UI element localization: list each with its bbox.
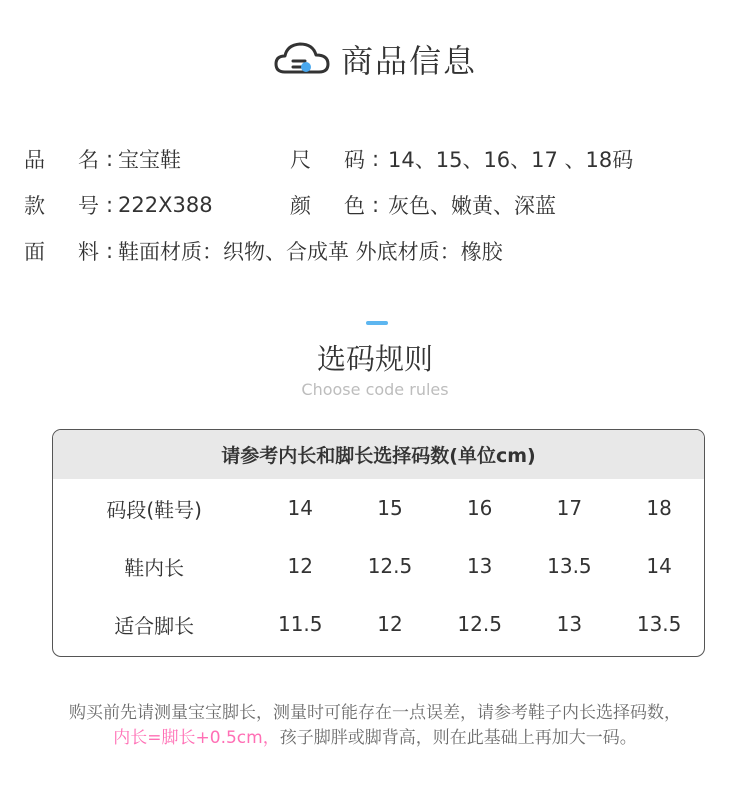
- table-cell: 12.5: [367, 554, 413, 578]
- note-formula: 内长=脚长+0.5cm，: [113, 728, 280, 748]
- table-cell: 13.5: [636, 612, 682, 636]
- table-row: [53, 537, 704, 595]
- table-cell: 12.5: [457, 612, 502, 636]
- size-table: [52, 429, 705, 657]
- table-cell: 14: [287, 496, 313, 520]
- info-row-material: [24, 236, 503, 266]
- info-sep: :: [106, 147, 114, 171]
- table-cell: 17: [556, 496, 583, 520]
- table-cell: 18: [646, 496, 672, 520]
- section-title: 选码规则: [316, 342, 433, 376]
- table-header: 请参考内长和脚长选择码数(单位cm): [53, 430, 704, 479]
- table-cell: 13: [556, 612, 583, 636]
- info-key: 号: [78, 194, 99, 218]
- info-value-size: 14、15、16、17 、18码: [388, 148, 634, 172]
- table-cell: 15: [377, 496, 403, 520]
- info-key: 面: [24, 240, 45, 264]
- info-row-name: [24, 144, 181, 174]
- info-key: 名: [78, 148, 99, 172]
- info-row-color: [290, 190, 556, 220]
- info-key: 码: [344, 148, 365, 172]
- table-cell: 14: [646, 554, 672, 578]
- table-cell: 11.5: [277, 612, 323, 636]
- info-key: 品: [24, 148, 45, 172]
- table-row: [53, 595, 704, 653]
- info-key: 款: [24, 194, 45, 218]
- info-key: 色: [344, 194, 365, 218]
- row-label: 码段(鞋号): [106, 497, 202, 522]
- table-cell: 16: [466, 496, 493, 520]
- info-sep: :: [106, 193, 114, 217]
- header: [0, 36, 750, 82]
- page-title: 商品信息: [340, 42, 477, 80]
- info-value-color: 灰色、嫩黄、深蓝: [388, 194, 556, 218]
- info-sep: :: [372, 147, 380, 171]
- accent-bar: [366, 321, 388, 325]
- table-cell: 12: [287, 554, 313, 578]
- info-key: 尺: [290, 148, 311, 172]
- info-sep: :: [106, 239, 114, 263]
- info-key: 颜: [290, 194, 311, 218]
- table-cell: 13: [466, 554, 493, 578]
- cloud-icon: [273, 39, 331, 79]
- info-sep: :: [372, 193, 380, 217]
- note-line-2: [0, 723, 750, 748]
- table-row: [53, 479, 704, 537]
- row-label: 鞋内长: [124, 555, 185, 580]
- info-value-model: 222X388: [118, 193, 213, 217]
- row-label: 适合脚长: [114, 613, 195, 638]
- info-row-model: [24, 190, 213, 220]
- info-value-material: 鞋面材质：织物、合成革 外底材质：橡胶: [118, 240, 503, 264]
- table-cell: 12: [377, 612, 403, 636]
- table-cell: 13.5: [547, 554, 592, 578]
- note-text: 孩子脚胖或脚背高，则在此基础上再加大一码。: [279, 728, 637, 748]
- section-subtitle: Choose code rules: [301, 380, 449, 399]
- info-key: 料: [78, 240, 99, 264]
- info-row-size: [290, 144, 633, 174]
- info-value-name: 宝宝鞋: [118, 148, 181, 172]
- note-line-1: 购买前先请测量宝宝脚长，测量时可能存在一点误差，请参考鞋子内长选择码数，: [69, 703, 681, 723]
